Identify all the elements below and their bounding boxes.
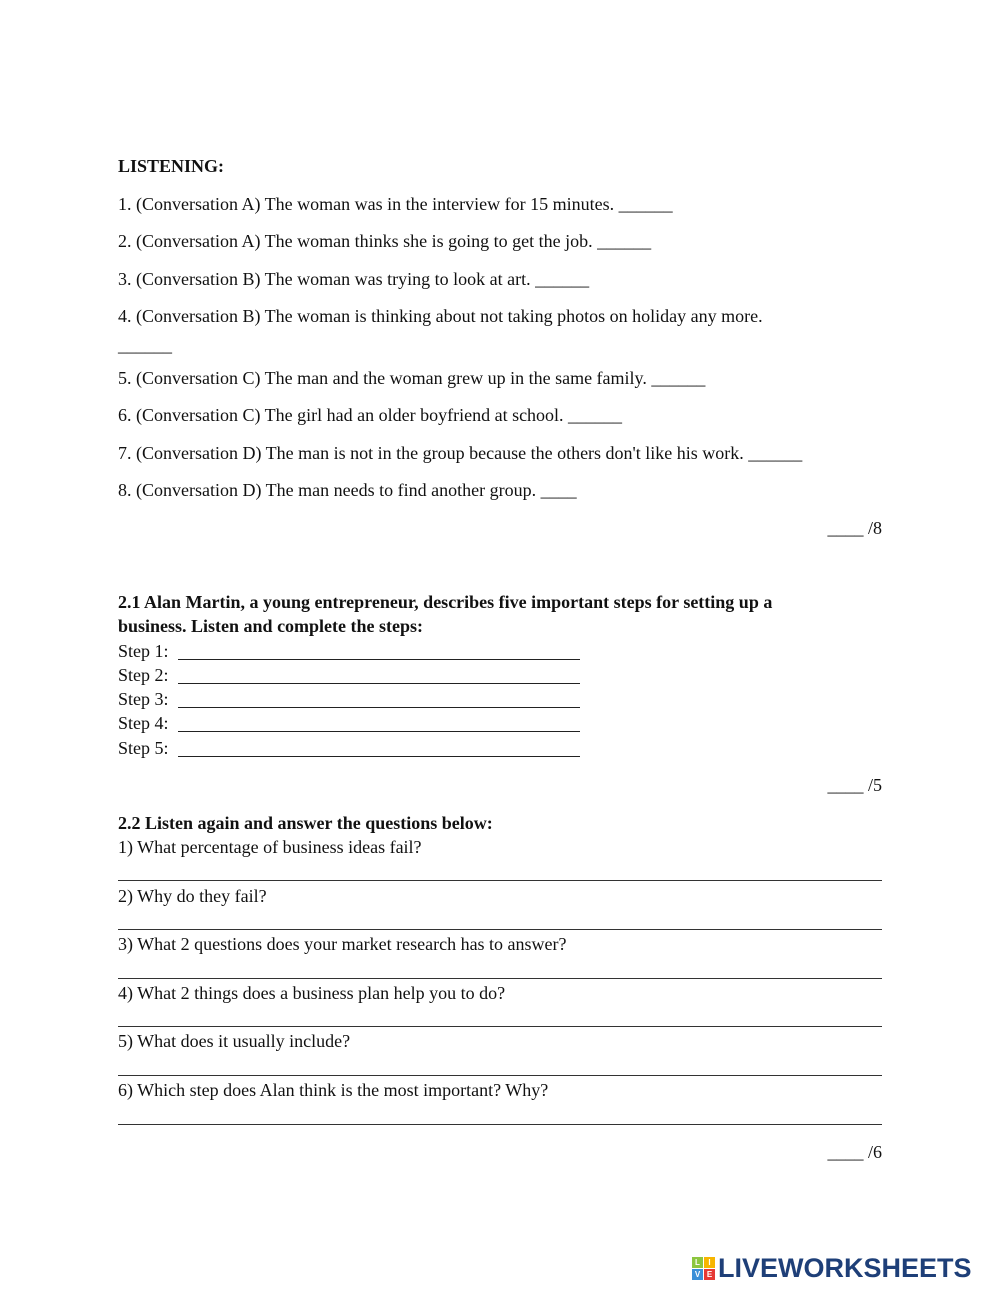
logo-tile-v: V — [692, 1269, 703, 1280]
question-5-answer-line[interactable] — [118, 1075, 882, 1076]
step-1-label: Step 1: — [118, 641, 169, 661]
question-1: 1) What percentage of business ideas fail? — [118, 837, 422, 857]
listening-score: ____ /8 — [827, 518, 882, 538]
logo-tile-i: I — [704, 1257, 715, 1268]
question-5: 5) What does it usually include? — [118, 1031, 351, 1051]
section-2-1-heading-line2: business. Listen and complete the steps: — [118, 616, 424, 636]
question-3-answer-line[interactable] — [118, 978, 882, 979]
section-2-1-score: ____ /5 — [827, 775, 882, 795]
listening-item-6: 6. (Conversation C) The girl had an older boyfriend at school. ______ — [118, 405, 623, 425]
logo-tile-e: E — [704, 1269, 715, 1280]
step-1-answer-line[interactable] — [178, 659, 580, 660]
step-2-answer-line[interactable] — [178, 683, 580, 684]
question-4: 4) What 2 things does a business plan help you to do? — [118, 983, 506, 1003]
step-5-label: Step 5: — [118, 738, 169, 758]
liveworksheets-logo — [692, 1253, 972, 1283]
step-3-label: Step 3: — [118, 689, 169, 709]
listening-item-8: 8. (Conversation D) The man needs to find another group. ____ — [118, 480, 577, 500]
question-6-answer-line[interactable] — [118, 1124, 882, 1125]
listening-item-1: 1. (Conversation A) The woman was in the interview for 15 minutes. ______ — [118, 194, 673, 214]
listening-item-5: 5. (Conversation C) The man and the woman grew up in the same family. ______ — [118, 368, 706, 388]
step-4-label: Step 4: — [118, 713, 169, 733]
logo-tile-l: L — [692, 1257, 703, 1268]
question-2-answer-line[interactable] — [118, 929, 882, 930]
step-4-answer-line[interactable] — [178, 731, 580, 732]
listening-item-4-blank: ______ — [118, 335, 172, 355]
question-6: 6) Which step does Alan think is the most important? Why? — [118, 1080, 549, 1100]
listening-item-3: 3. (Conversation B) The woman was trying to look at art. ______ — [118, 269, 590, 289]
question-1-answer-line[interactable] — [118, 880, 882, 881]
logo-tiles-icon — [692, 1257, 715, 1280]
section-2-2-heading: 2.2 Listen again and answer the questions below: — [118, 813, 493, 833]
section-2-2-score: ____ /6 — [827, 1142, 882, 1162]
question-2: 2) Why do they fail? — [118, 886, 267, 906]
listening-item-2: 2. (Conversation A) The woman thinks she is going to get the job. ______ — [118, 231, 652, 251]
listening-item-4: 4. (Conversation B) The woman is thinking about not taking photos on holiday any more. — [118, 306, 763, 326]
question-3: 3) What 2 questions does your market research has to answer? — [118, 934, 567, 954]
step-2-label: Step 2: — [118, 665, 169, 685]
step-3-answer-line[interactable] — [178, 707, 580, 708]
section-2-1-heading-line1: 2.1 Alan Martin, a young entrepreneur, describes five important steps for setting up a — [118, 592, 773, 612]
step-5-answer-line[interactable] — [178, 756, 580, 757]
logo-text: LIVEWORKSHEETS — [718, 1252, 972, 1283]
listening-heading: LISTENING: — [118, 156, 225, 176]
question-4-answer-line[interactable] — [118, 1026, 882, 1027]
listening-item-7: 7. (Conversation D) The man is not in the group because the others don't like his work. ______ — [118, 443, 803, 463]
